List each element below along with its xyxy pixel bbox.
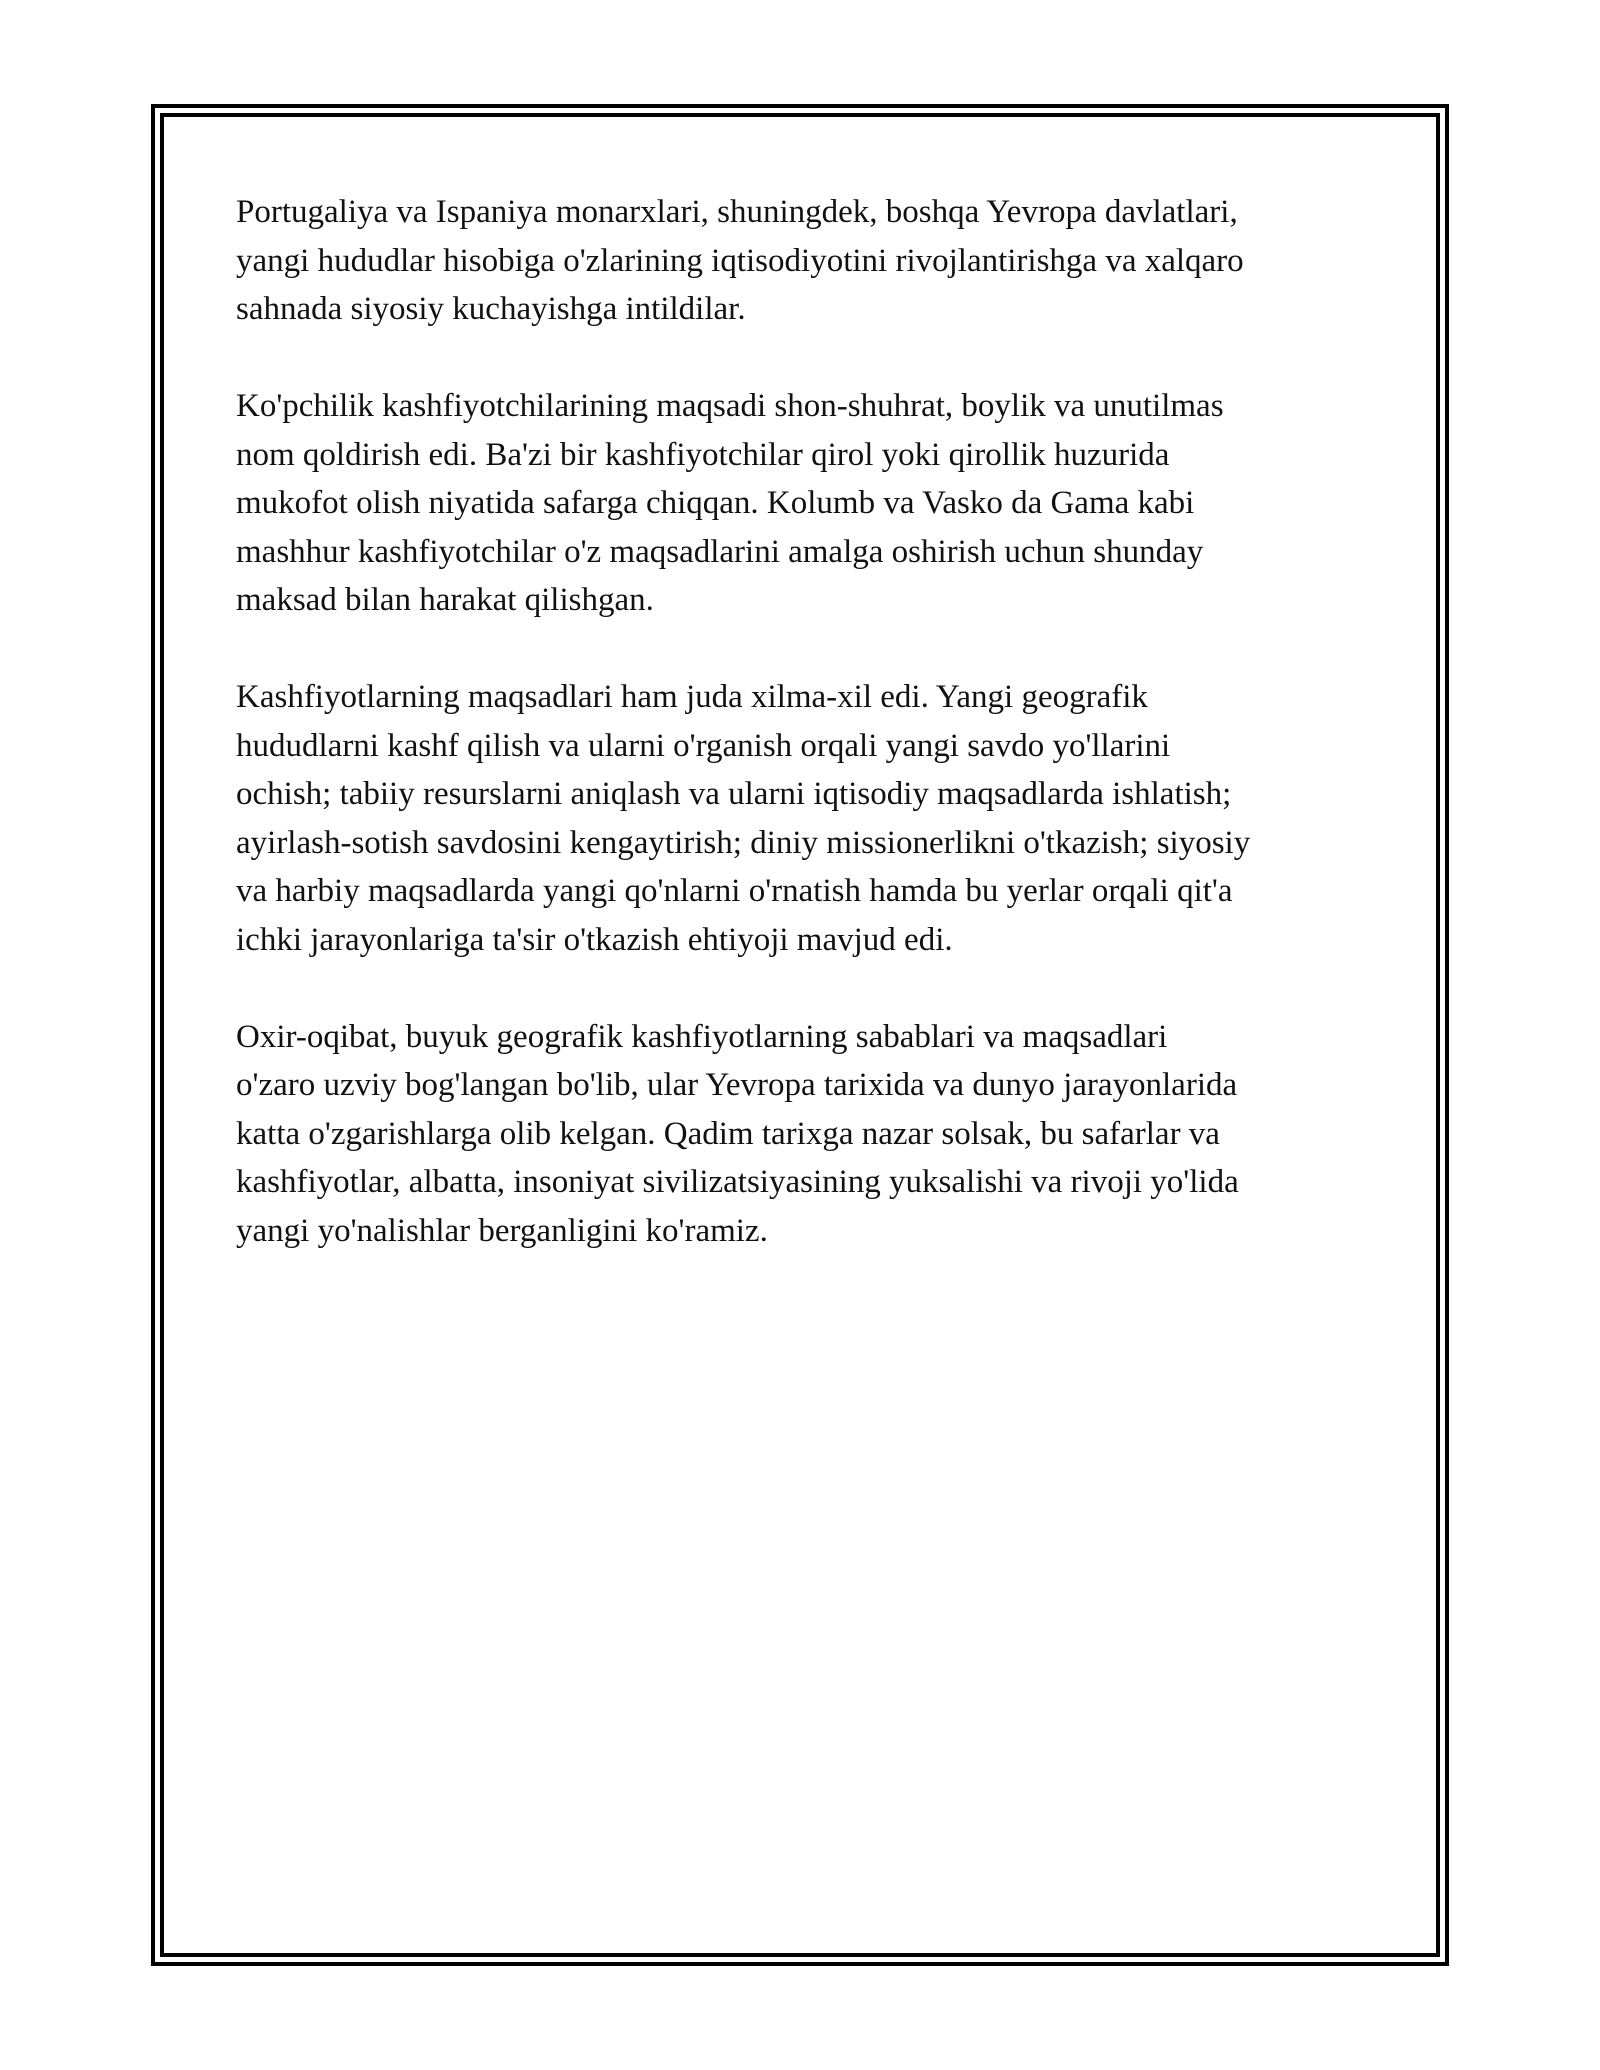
- document-body: [236, 188, 1376, 1304]
- paragraph-4: Oxir-oqibat, buyuk geografik kashfiyotlarning sabablari va maqsadlari o'zaro uzviy bog'langan bo'lib, ular Yevropa tarixida va dunyo jarayonlarida katta o'zgarishlarga olib kelgan. Qadim tarixga nazar solsak, bu safarlar va kashfiyotlar, albatta, insoniyat sivilizatsiyasining yuksalishi va rivoji yo'lida yangi yo'nalishlar berganligini ko'ramiz.: [236, 1018, 1239, 1249]
- paragraph-1: Portugaliya va Ispaniya monarxlari, shuningdek, boshqa Yevropa davlatlari, yangi hududlar hisobiga o'zlarining iqtisodiyotini rivojlantirishga va xalqaro sahnada siyosiy kuchayishga intildilar.: [236, 194, 1244, 327]
- paragraph-3: Kashfiyotlarning maqsadlari ham juda xilma-xil edi. Yangi geografik hududlarni kashf qilish va ularni o'rganish orqali yangi savdo yo'llarini ochish; tabiiy resurslarni aniqlash va ularni iqtisodiy maqsadlarda ishlatish; ayirlash-sotish savdosini kengaytirish; diniy missionerlikni o'tkazish; siyosiy va harbiy maqsadlarda yangi qo'nlarni o'rnatish hamda bu yerlar orqali qit'a ichki jarayonlariga ta'sir o'tkazish ehtiyoji mavjud edi.: [236, 679, 1251, 958]
- paragraph-2: Ko'pchilik kashfiyotchilarining maqsadi shon-shuhrat, boylik va unutilmas nom qoldirish edi. Ba'zi bir kashfiyotchilar qirol yoki qirollik huzurida mukofot olish niyatida safarga chiqqan. Kolumb va Vasko da Gama kabi mashhur kashfiyotchilar o'z maqsadlarini amalga oshirish uchun shunday maksad bilan harakat qilishgan.: [236, 388, 1224, 618]
